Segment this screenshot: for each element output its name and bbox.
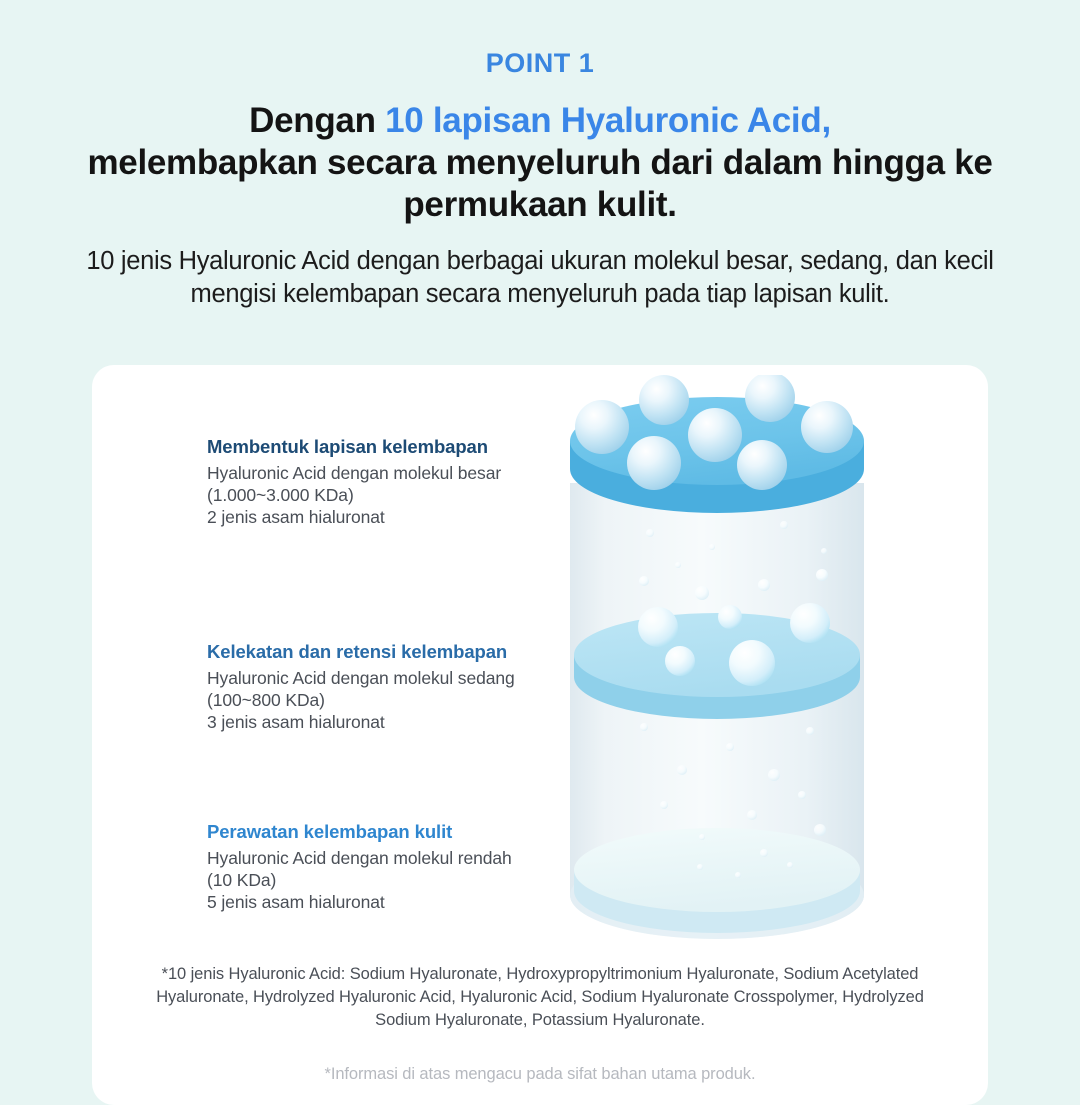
feature-block-title: Perawatan kelembapan kulit xyxy=(207,821,453,842)
point-label: POINT 1 xyxy=(485,48,595,78)
feature-block-line: (100~800 KDa) xyxy=(207,690,325,710)
disc-bottom xyxy=(574,828,860,933)
feature-block-line: 5 jenis asam hialuronat xyxy=(207,892,385,912)
page-title xyxy=(60,100,1020,226)
headline-highlight: 10 lapisan Hyaluronic Acid, xyxy=(385,101,831,140)
feature-block-line: (1.000~3.000 KDa) xyxy=(207,485,354,505)
ingredient-footnote: *10 jenis Hyaluronic Acid: Sodium Hyaluronate, Hydroxypropyltrimonium Hyaluronate, Sodium Acetylated Hyaluronate, Hydrolyzed Hyaluronic Acid, Hyaluronic Acid, Sodium Hyaluronate Crosspolymer, Hydrolyzed Sodium Hyaluronate, Potassium Hyaluronate. xyxy=(156,965,924,1029)
feature-block-3 xyxy=(207,820,577,913)
feature-block-2 xyxy=(207,640,577,733)
disclaimer-note: *Informasi di atas mengacu pada sifat bahan utama produk. xyxy=(324,1065,756,1083)
feature-block-title: Membentuk lapisan kelembapan xyxy=(207,436,488,457)
content-card xyxy=(92,365,988,1105)
feature-block-line: Hyaluronic Acid dengan molekul besar xyxy=(207,463,502,483)
feature-block-line: Hyaluronic Acid dengan molekul rendah xyxy=(207,848,512,868)
headline-part-1: Dengan xyxy=(249,101,386,140)
feature-block-line: (10 KDa) xyxy=(207,870,277,890)
feature-block-1 xyxy=(207,435,577,528)
layered-hyaluronic-acid-cylinder-illustration xyxy=(552,375,882,955)
subtitle-paragraph: 10 jenis Hyaluronic Acid dengan berbagai ukuran molekul besar, sedang, dan kecil mengisi kelembapan secara menyeluruh pada tiap lapisan kulit. xyxy=(86,247,994,308)
headline-part-2: melembapkan secara menyeluruh dari dalam hingga ke permukaan kulit. xyxy=(87,143,993,224)
feature-block-line: 3 jenis asam hialuronat xyxy=(207,712,385,732)
feature-block-title: Kelekatan dan retensi kelembapan xyxy=(207,641,508,662)
feature-block-line: Hyaluronic Acid dengan molekul sedang xyxy=(207,668,515,688)
feature-block-line: 2 jenis asam hialuronat xyxy=(207,507,385,527)
